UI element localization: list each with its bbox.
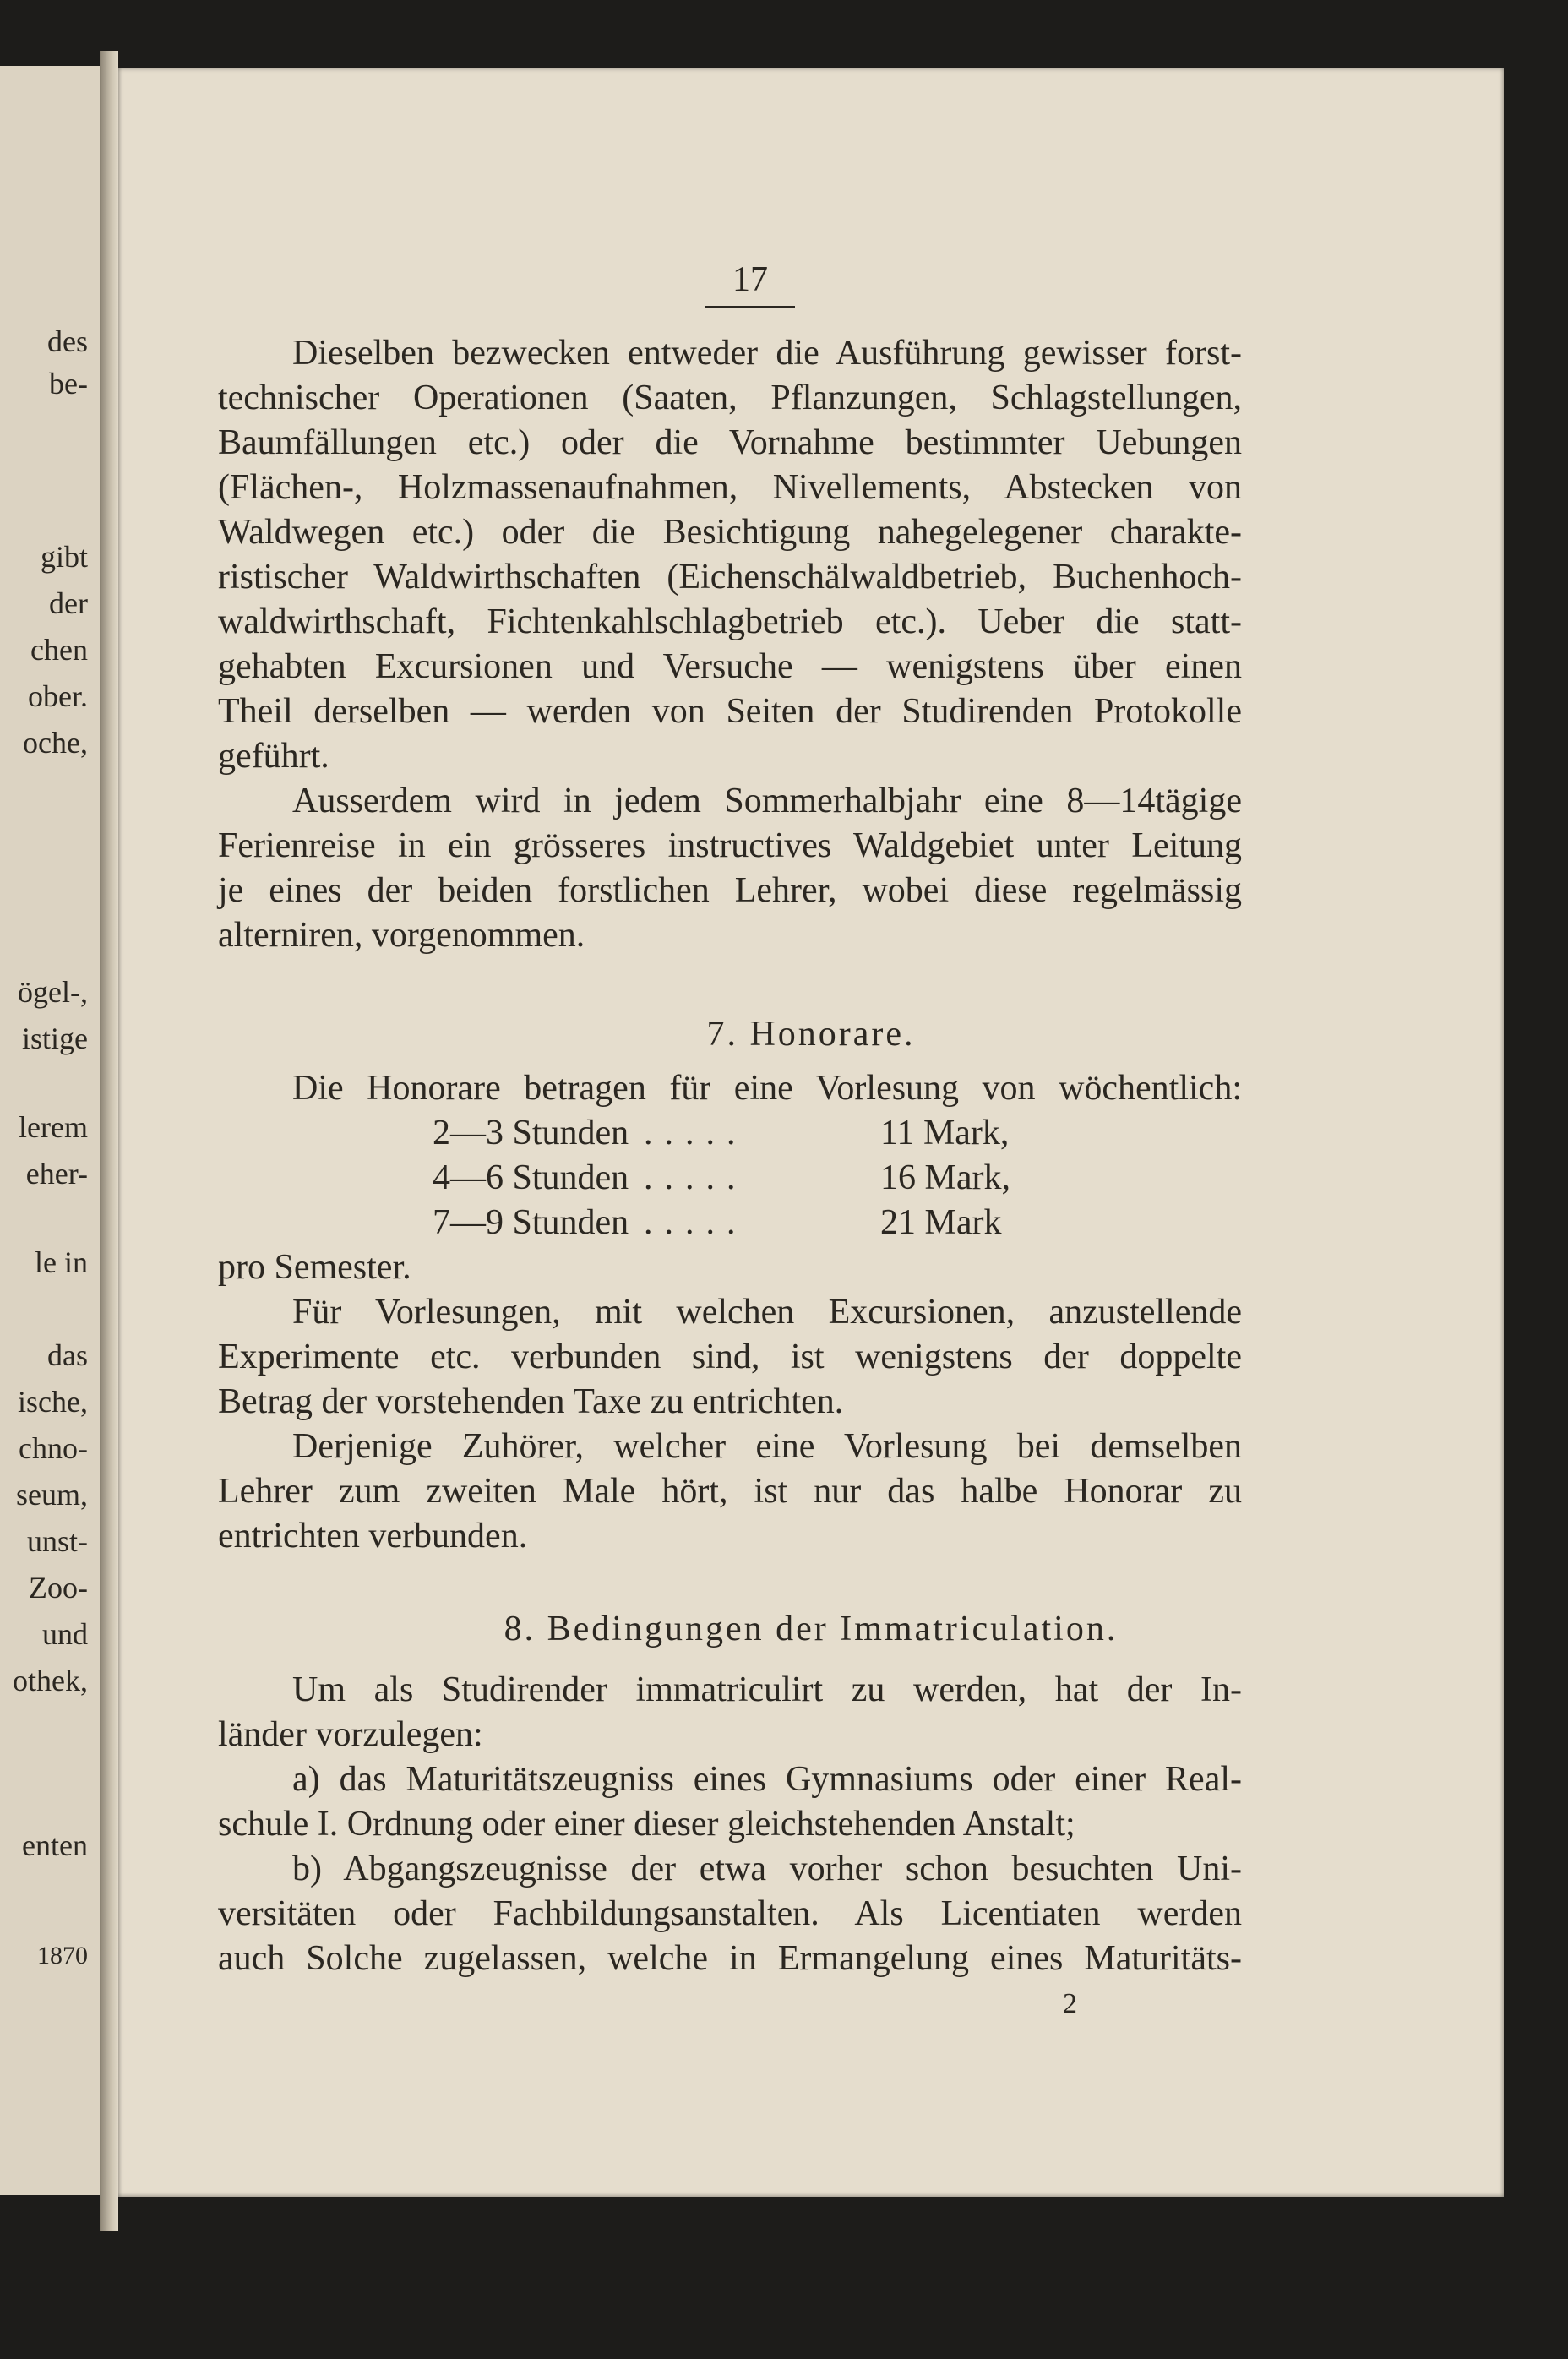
text-line: geführt.	[218, 737, 329, 776]
left-fragment: enten	[22, 1828, 88, 1862]
left-fragment: ische,	[18, 1385, 88, 1419]
left-fragment: des	[47, 324, 88, 358]
list-item-a	[218, 1757, 1242, 1847]
paragraph-half-fee	[218, 1425, 1242, 1559]
page-number: 17	[705, 258, 795, 308]
left-fragment: Zoo-	[29, 1571, 88, 1604]
text-line: (Flächen-, Holzmassenaufnahmen, Nivellements, Abstecken von	[218, 468, 1242, 507]
text-line: technischer Operationen (Saaten, Pflanzungen, Schlagstellungen,	[218, 379, 1242, 417]
left-fragment: und	[42, 1617, 88, 1651]
book-spine	[100, 51, 118, 2231]
fee-dots: .....	[644, 1158, 748, 1197]
left-fragment: be-	[49, 367, 88, 400]
text-line: Experimente etc. verbunden sind, ist wenigstens der doppelte	[218, 1337, 1242, 1376]
left-fragment: chen	[30, 633, 88, 667]
left-fragment: othek,	[13, 1664, 88, 1697]
text-line: a) das Maturitätszeugniss eines Gymnasiums oder einer Real-	[292, 1760, 1242, 1799]
text-line: Waldwegen etc.) oder die Besichtigung nahegelegener charakte-	[218, 513, 1242, 552]
paragraph-field-trip	[218, 779, 1242, 958]
fee-hours: 2—3 Stunden	[433, 1114, 629, 1152]
left-fragment: das	[47, 1338, 88, 1372]
text-line: Ausserdem wird in jedem Sommerhalbjahr eine 8—14tägige	[292, 782, 1242, 820]
text-line: Die Honorare betragen für eine Vorlesung von wöchentlich:	[292, 1069, 1242, 1108]
fee-hours: 4—6 Stunden	[433, 1158, 629, 1197]
paragraph-double-fee	[218, 1290, 1242, 1425]
left-fragment: unst-	[27, 1524, 88, 1558]
left-fragment: 1870	[37, 1942, 88, 1969]
text-line: versitäten oder Fachbildungsanstalten. Als Licentiaten werden	[218, 1894, 1242, 1933]
section-heading-honorare: 7. Honorare.	[706, 1015, 916, 1054]
fee-amount: 11 Mark,	[880, 1114, 1010, 1152]
text-line: länder vorzulegen:	[218, 1715, 483, 1754]
signature-mark: 2	[1063, 1988, 1077, 2019]
list-item-b	[218, 1847, 1242, 1981]
left-fragment: eher-	[25, 1157, 88, 1190]
fee-amount: 16 Mark,	[880, 1158, 1010, 1197]
text-line: Dieselben bezwecken entweder die Ausführung gewisser forst-	[292, 334, 1242, 373]
text-line: Derjenige Zuhörer, welcher eine Vorlesung bei demselben	[292, 1427, 1242, 1466]
text-line: schule I. Ordnung oder einer dieser gleichstehenden Anstalt;	[218, 1805, 1075, 1844]
section-heading-immatriculation: 8. Bedingungen der Immatriculation.	[504, 1610, 1119, 1648]
text-line: waldwirthschaft, Fichtenkahlschlagbetrieb etc.). Ueber die statt-	[218, 602, 1242, 641]
text-line: je eines der beiden forstlichen Lehrer, wobei diese regelmässig	[218, 871, 1242, 910]
left-fragment: ober.	[28, 679, 88, 713]
left-fragment: istige	[22, 1022, 88, 1055]
text-line: Theil derselben — werden von Seiten der Studirenden Protokolle	[218, 692, 1242, 731]
text-line: ristischer Waldwirthschaften (Eichenschälwaldbetrieb, Buchenhoch-	[218, 558, 1242, 597]
text-line: pro Semester.	[218, 1248, 411, 1287]
text-line: Baumfällungen etc.) oder die Vornahme bestimmter Uebungen	[218, 423, 1242, 462]
fee-dots: .....	[644, 1114, 748, 1152]
text-line: Betrag der vorstehenden Taxe zu entrichten.	[218, 1382, 844, 1421]
fee-amount: 21 Mark	[880, 1203, 1002, 1242]
fee-row	[433, 1201, 1001, 1245]
left-page-edge	[0, 66, 100, 2195]
left-fragment: le in	[35, 1245, 88, 1279]
left-fragment: lerem	[19, 1110, 88, 1144]
fee-hours: 7—9 Stunden	[433, 1203, 629, 1242]
left-fragment: chno-	[19, 1431, 88, 1465]
per-semester	[218, 1245, 1242, 1290]
left-fragment: seum,	[16, 1478, 88, 1512]
text-line: Lehrer zum zweiten Male hört, ist nur das halbe Honorar zu	[218, 1472, 1242, 1511]
text-line: gehabten Excursionen und Versuche — wenigstens über einen	[218, 647, 1242, 686]
left-fragment: der	[49, 586, 88, 620]
text-line: auch Solche zugelassen, welche in Ermangelung eines Maturitäts-	[218, 1939, 1242, 1978]
fee-dots: .....	[644, 1203, 748, 1242]
text-line: entrichten verbunden.	[218, 1517, 528, 1555]
left-fragment: gibt	[40, 540, 88, 574]
honorare-intro	[218, 1066, 1242, 1111]
text-line: Ferienreise in ein grösseres instructives Waldgebiet unter Leitung	[218, 826, 1242, 865]
left-fragment: oche,	[23, 726, 88, 760]
text-line: alterniren, vorgenommen.	[218, 916, 585, 955]
fee-row	[433, 1156, 1010, 1201]
text-line: b) Abgangszeugnisse der etwa vorher schon besuchten Uni-	[292, 1850, 1242, 1888]
text-line: Für Vorlesungen, mit welchen Excursionen, anzustellende	[292, 1293, 1242, 1332]
fee-row	[433, 1111, 1009, 1156]
paragraph-immatriculation	[218, 1668, 1242, 1757]
text-line: Um als Studirender immatriculirt zu werden, hat der In-	[292, 1670, 1242, 1709]
paragraph-excursions	[218, 331, 1242, 779]
left-fragment: ögel-,	[18, 975, 88, 1009]
